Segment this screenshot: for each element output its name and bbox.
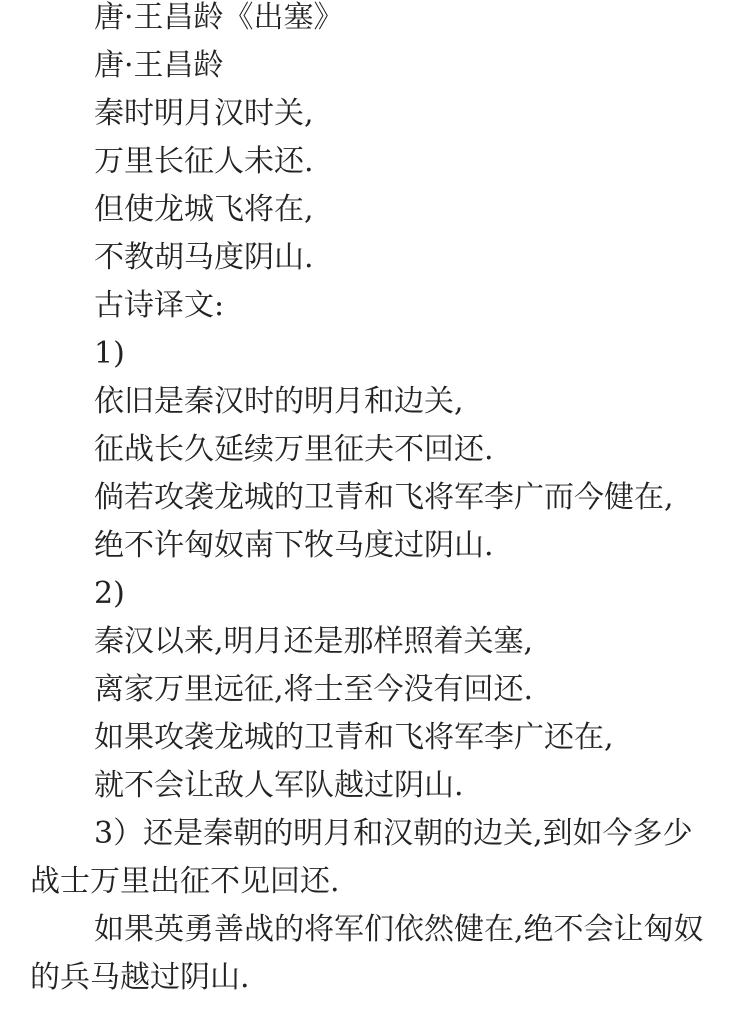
translation-2-line-2: 离家万里远征,将士至今没有回还.	[94, 672, 534, 707]
translation-1-line-3: 倘若攻袭龙城的卫青和飞将军李广而今健在,	[94, 480, 674, 515]
translation-2-line-1: 秦汉以来,明月还是那样照着关塞,	[94, 624, 534, 659]
poem-line-1: 秦时明月汉时关,	[94, 96, 314, 131]
translation-1-line-1: 依旧是秦汉时的明月和边关,	[94, 384, 464, 419]
translation-3-paragraph-1: 3）还是秦朝的明月和汉朝的边关,到如今多少战士万里出征不见回还.	[30, 816, 693, 899]
translation-1-line-2: 征战长久延续万里征夫不回还.	[94, 432, 494, 467]
translation-1-number: 1)	[94, 336, 125, 371]
translation-3-paragraph-2: 如果英勇善战的将军们依然健在,绝不会让匈奴的兵马越过阴山.	[30, 912, 704, 995]
poem-title: 唐·王昌龄《出塞》	[94, 0, 344, 35]
poem-line-3: 但使龙城飞将在,	[94, 192, 314, 227]
poem-line-2: 万里长征人未还.	[94, 144, 314, 179]
translation-2-number: 2)	[94, 576, 125, 611]
translation-heading: 古诗译文:	[94, 288, 225, 323]
translation-2-line-3: 如果攻袭龙城的卫青和飞将军李广还在,	[94, 720, 614, 755]
document-body	[30, 0, 720, 1002]
translation-2-line-4: 就不会让敌人军队越过阴山.	[94, 768, 464, 803]
poem-line-4: 不教胡马度阴山.	[94, 240, 314, 275]
translation-1-line-4: 绝不许匈奴南下牧马度过阴山.	[94, 528, 494, 563]
poem-author: 唐·王昌龄	[94, 48, 224, 83]
